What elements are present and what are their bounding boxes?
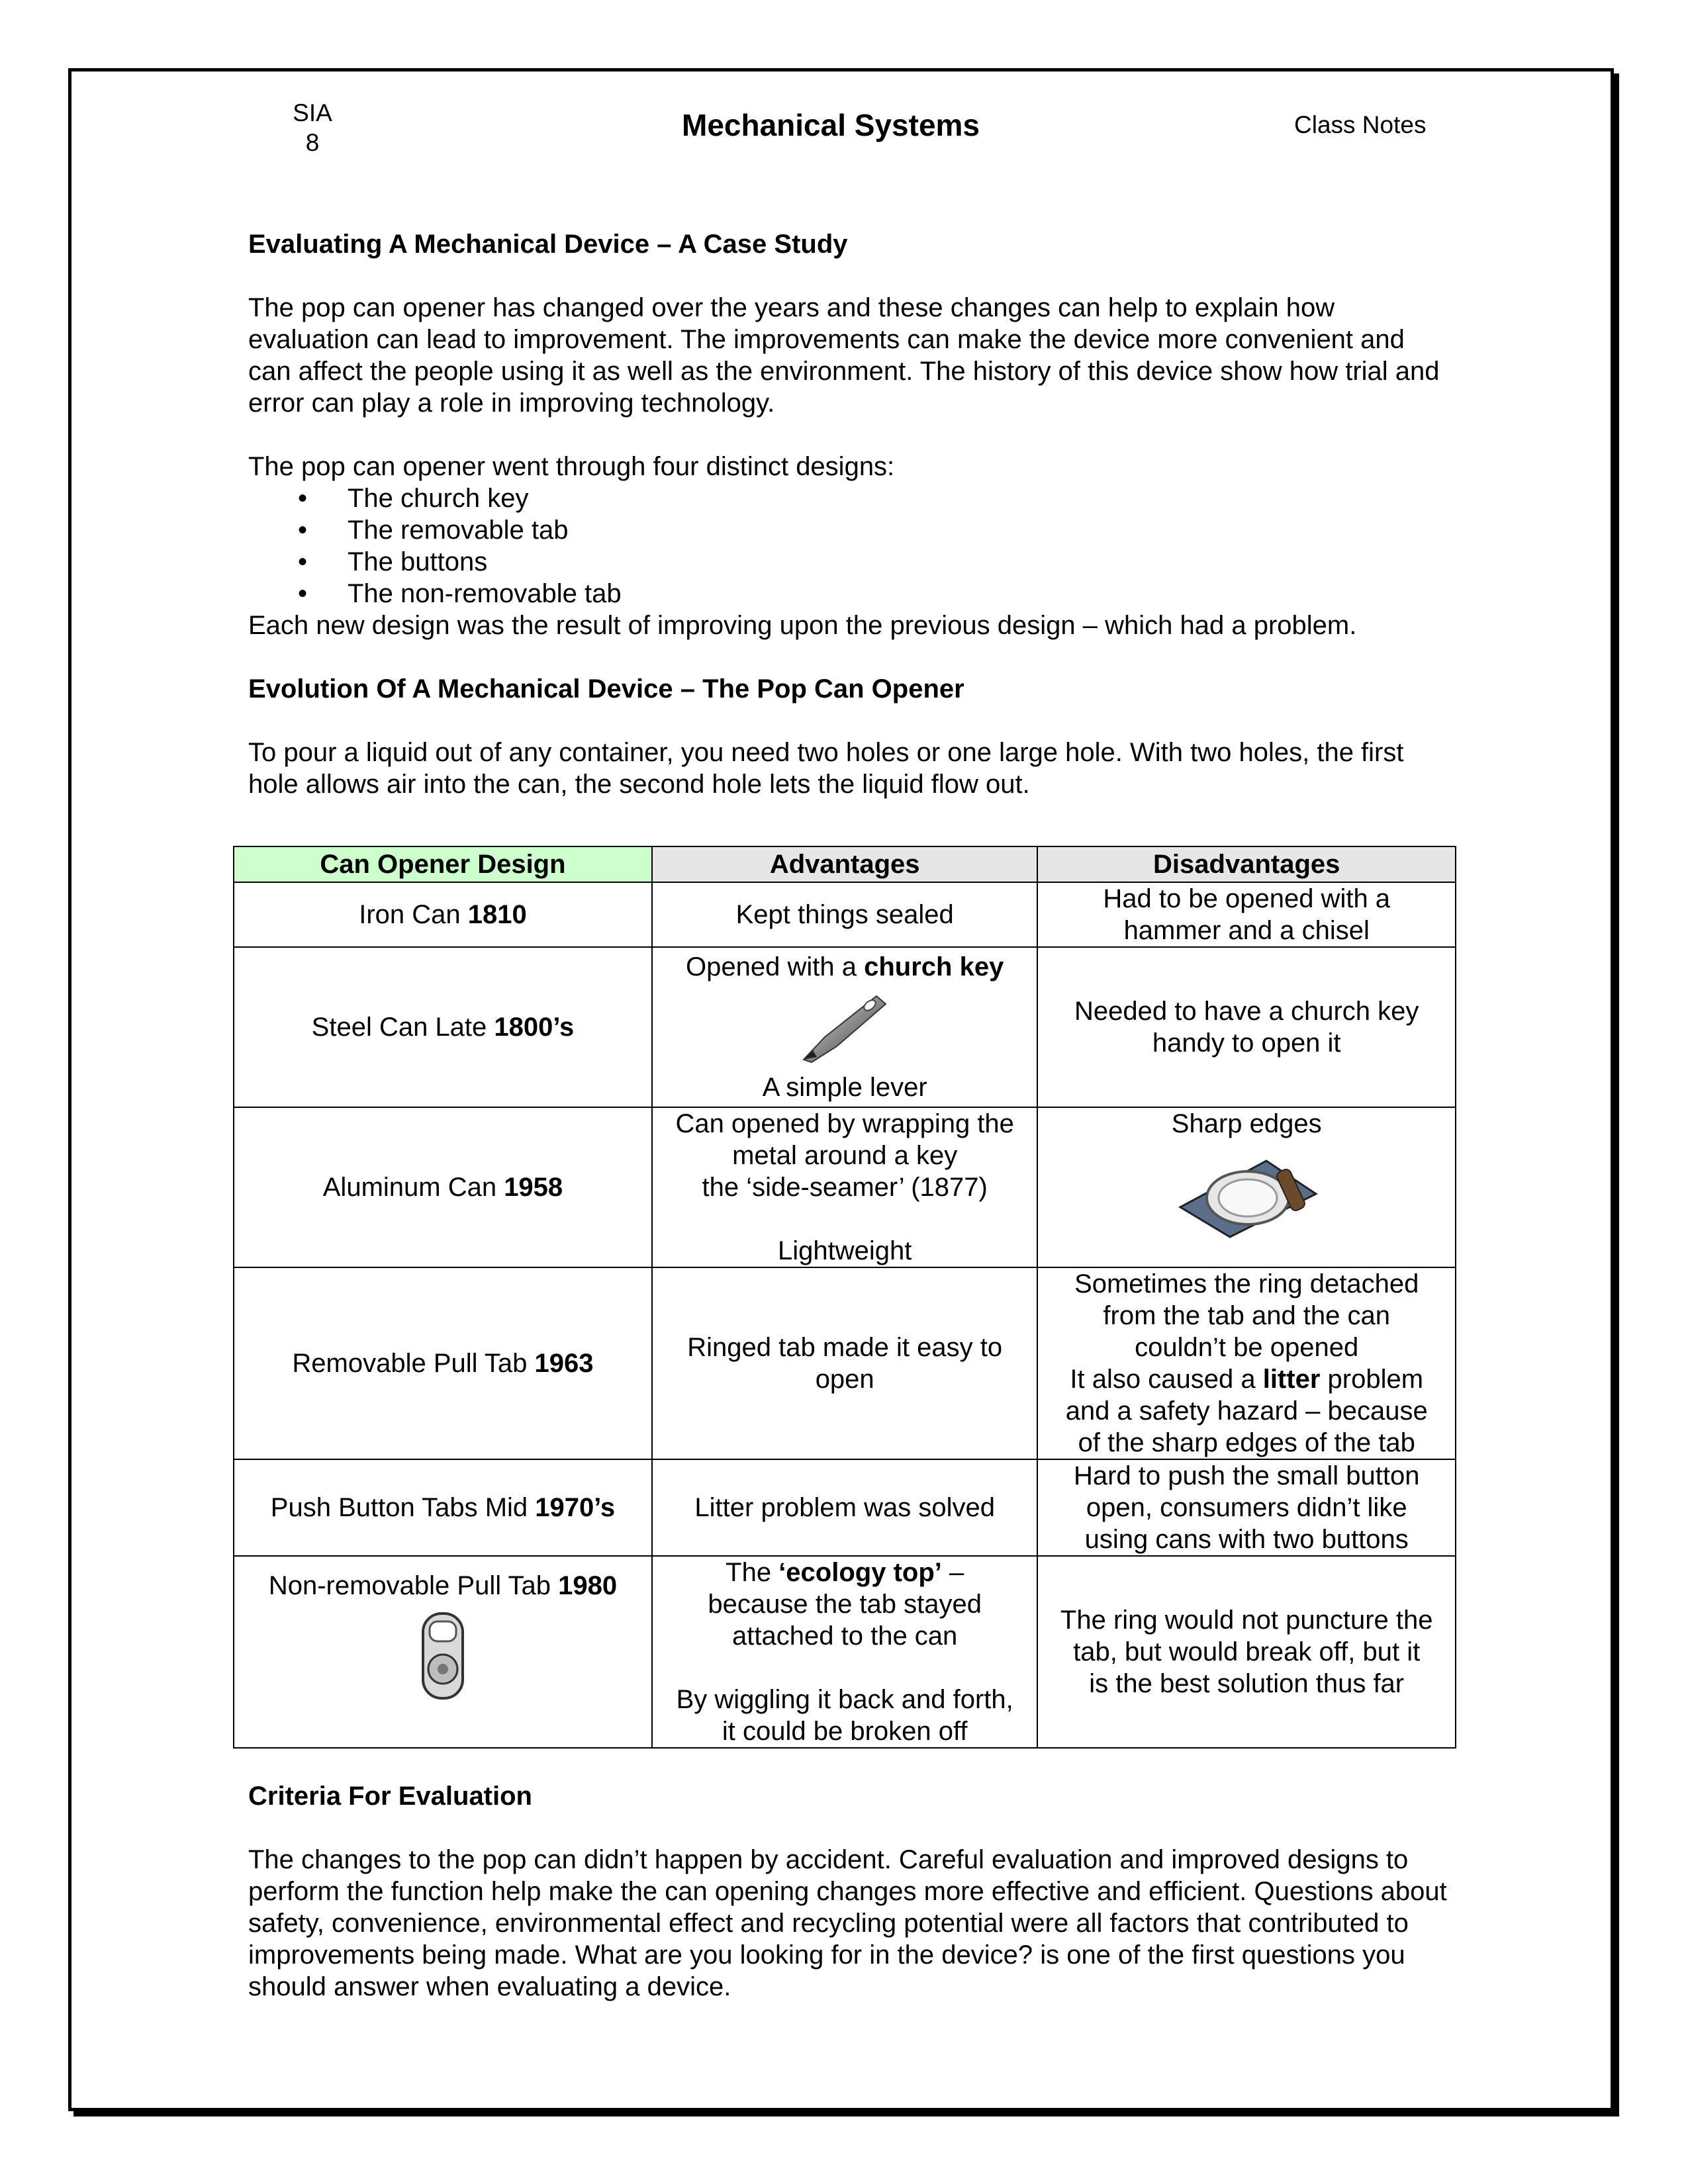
header-advantages: Advantages — [652, 846, 1038, 882]
design-cell: Aluminum Can 1958 — [234, 1107, 652, 1267]
section3-paragraph: The changes to the pop can didn’t happen by accident. Careful evaluation and improved designs to perform the function help make the can opening changes more effective and efficient. Questions about safety, convenience, environmental effect and recycling potential were all factors that contributed to improvements being made. What are you looking for in the device? is one of the first questions you should answer when evaluating a device. — [248, 1845, 1447, 2001]
list-item: • The buttons — [248, 546, 1453, 578]
advantages-cell: Opened with a church key A simple lever — [652, 947, 1038, 1107]
section3-heading: Criteria For Evaluation — [248, 1782, 532, 1811]
disadvantages-cell: Had to be opened with a hammer and a chisel — [1037, 882, 1456, 947]
table-header-row — [234, 846, 1456, 882]
advantages-cell: Can opened by wrapping the metal around a key the ‘side-seamer’ (1877) Lightweight — [652, 1107, 1038, 1267]
disadvantages-cell: The ring would not puncture the tab, but would break off, but it is the best solution thus far — [1037, 1556, 1456, 1748]
sardine-can-icon — [1167, 1148, 1326, 1240]
design-cell: Push Button Tabs Mid 1970’s — [234, 1459, 652, 1556]
section1-heading: Evaluating A Mechanical Device – A Case Study — [248, 230, 848, 259]
list-item: • The non-removable tab — [248, 578, 1453, 610]
disadvantages-cell: Sharp edges — [1037, 1107, 1456, 1267]
course-code-line2: 8 — [305, 129, 320, 156]
table-row — [234, 1556, 1456, 1748]
disadvantages-cell: Sometimes the ring detached from the tab and the can couldn’t be opened It also caused a litter problem and a safety hazard – because of the sharp edges of the tab — [1037, 1267, 1456, 1459]
header-class-notes: Class Notes — [1294, 111, 1427, 138]
design-cell: Non-removable Pull Tab 1980 — [234, 1556, 652, 1748]
designs-intro: The pop can opener went through four distinct designs: — [248, 452, 895, 481]
list-item: • The removable tab — [248, 514, 1453, 546]
table-row — [234, 1267, 1456, 1459]
course-code — [291, 98, 334, 158]
section2-heading: Evolution Of A Mechanical Device – The Pop Can Opener — [248, 674, 964, 704]
table-row — [234, 1107, 1456, 1267]
table-row — [234, 947, 1456, 1107]
comparison-table — [233, 846, 1456, 1749]
list-item: • The church key — [248, 482, 1453, 514]
page-title: Mechanical Systems — [682, 108, 980, 142]
criteria-section — [248, 1780, 1453, 2003]
advantages-cell: Litter problem was solved — [652, 1459, 1038, 1556]
table-row — [234, 882, 1456, 947]
advantages-cell: Kept things sealed — [652, 882, 1038, 947]
church-key-icon — [798, 991, 891, 1064]
design-cell: Iron Can 1810 — [234, 882, 652, 947]
designs-outro: Each new design was the result of improving upon the previous design – which had a problem. — [248, 611, 1357, 640]
pull-tab-icon — [416, 1610, 469, 1702]
design-cell: Steel Can Late 1800’s — [234, 947, 652, 1107]
advantages-cell: The ‘ecology top’ – because the tab stayed attached to the can By wiggling it back and forth, it could be broken off — [652, 1556, 1038, 1748]
header-design: Can Opener Design — [234, 846, 652, 882]
main-content — [248, 228, 1453, 800]
advantages-cell: Ringed tab made it easy to open — [652, 1267, 1038, 1459]
designs-list — [248, 482, 1453, 610]
design-cell: Removable Pull Tab 1963 — [234, 1267, 652, 1459]
section2-paragraph: To pour a liquid out of any container, you need two holes or one large hole. With two holes, the first hole allows air into the can, the second hole lets the liquid flow out. — [248, 738, 1404, 799]
course-code-line1: SIA — [293, 99, 332, 126]
disadvantages-cell: Hard to push the small button open, consumers didn’t like using cans with two buttons — [1037, 1459, 1456, 1556]
section1-paragraph: The pop can opener has changed over the years and these changes can help to explain how evaluation can lead to improvement. The improvements can make the device more convenient and can affect the people using it as well as the environment. The history of this device show how trial and error can play a role in improving technology. — [248, 293, 1440, 418]
header-disadvantages: Disadvantages — [1037, 846, 1456, 882]
disadvantages-cell: Needed to have a church key handy to open it — [1037, 947, 1456, 1107]
table-row — [234, 1459, 1456, 1556]
